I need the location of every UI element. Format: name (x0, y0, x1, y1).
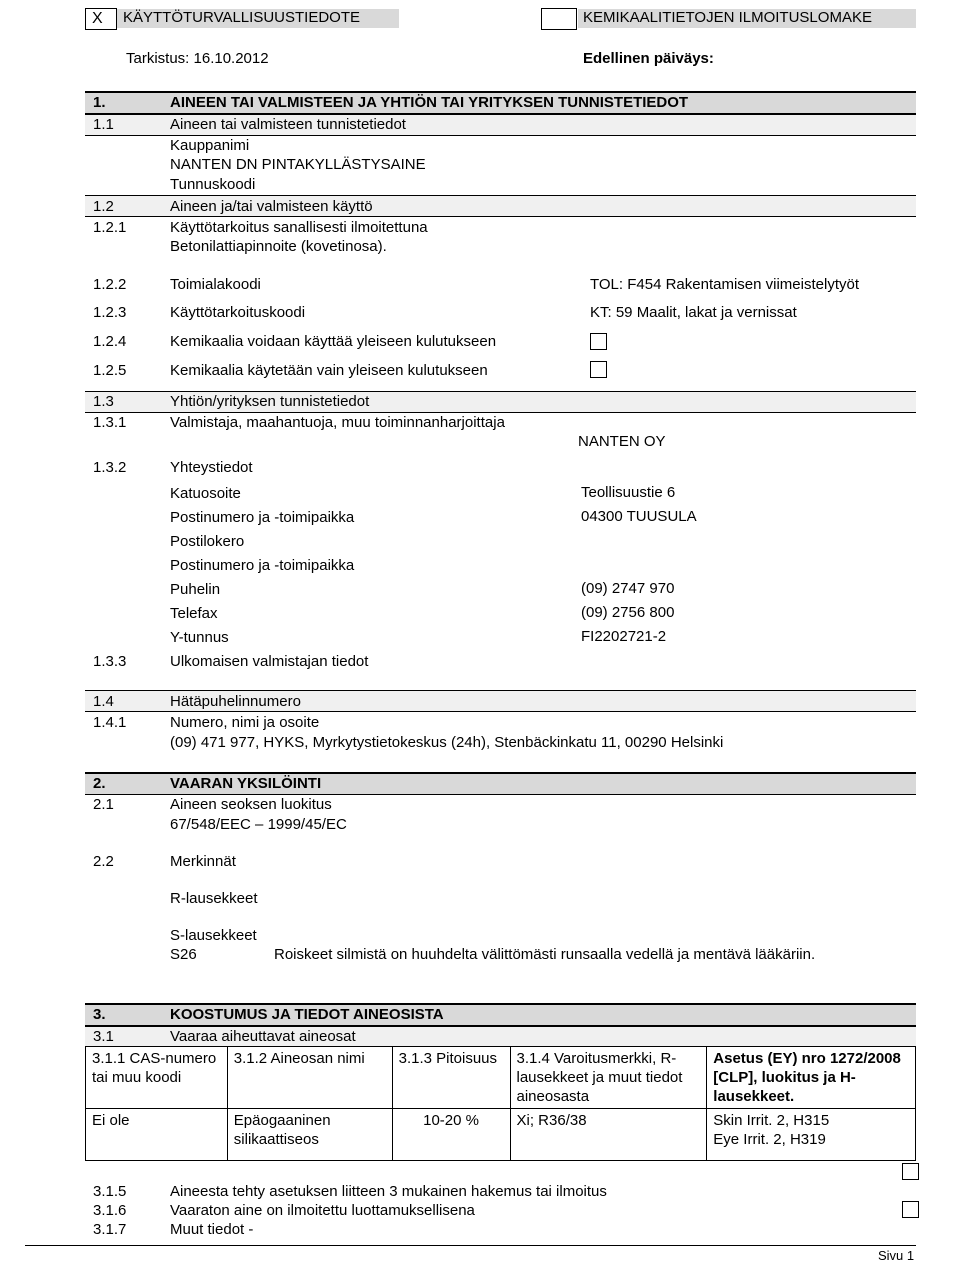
pobox-label: Postilokero (170, 533, 245, 550)
notification-title: KEMIKAALITIETOJEN ILMOITUSLOMAKE (583, 9, 872, 26)
fax-label: Telefax (170, 605, 218, 622)
manufacturer-label: Valmistaja, maahantuoja, muu toiminnanharjoittaja (170, 414, 505, 431)
consumer-use-allowed-checkbox[interactable] (590, 333, 607, 350)
sds-checkbox[interactable] (85, 8, 117, 30)
consumer-use-only-checkbox[interactable] (590, 361, 607, 378)
section-2-1-number: 2.1 (93, 796, 114, 813)
section-1-4-1-number: 1.4.1 (93, 714, 127, 731)
street-value: Teollisuustie 6 (581, 484, 676, 501)
confidential-label: Vaaraton aine on ilmoitettu luottamuksellisena (170, 1202, 475, 1219)
phone-value: (09) 2747 970 (581, 580, 675, 597)
revision-date: Tarkistus: 16.10.2012 (126, 50, 269, 67)
footer-divider (25, 1245, 916, 1246)
r-phrases-label: R-lausekkeet (170, 890, 258, 907)
s-phrase-code: S26 (170, 946, 197, 963)
consumer-use-only-label: Kemikaalia käytetään vain yleiseen kulutukseen (170, 362, 488, 379)
section-1-1-title: Aineen tai valmisteen tunnistetiedot (170, 116, 406, 133)
section-1-3-3-number: 1.3.3 (93, 653, 127, 670)
id-code-label: Tunnuskoodi (170, 176, 256, 193)
emergency-label: Numero, nimi ja osoite (170, 714, 320, 731)
previous-date-label: Edellinen päiväys: (583, 50, 714, 67)
section-1-number: 1. (93, 94, 106, 111)
table-header-cas: 3.1.1 CAS-numero tai muu koodi (86, 1047, 228, 1109)
section-1-2-5-number: 1.2.5 (93, 362, 127, 379)
page-number: Sivu 1 (878, 1248, 915, 1263)
annex3-application-checkbox[interactable] (902, 1163, 919, 1180)
table-row (86, 1109, 916, 1161)
table-header-name: 3.1.2 Aineosan nimi (227, 1047, 392, 1109)
emergency-value: (09) 471 977, HYKS, Myrkytystietokeskus (24h), Stenbäckinkatu 11, 00290 Helsinki (170, 734, 724, 751)
section-1-2-4-number: 1.2.4 (93, 333, 127, 350)
classification-value: 67/548/EEC – 1999/45/EC (170, 816, 347, 833)
postal-value: 04300 TUUSULA (581, 508, 697, 525)
fax-value: (09) 2756 800 (581, 604, 675, 621)
sds-check-mark: X (92, 10, 103, 27)
consumer-use-allowed-label: Kemikaalia voidaan käyttää yleiseen kulutukseen (170, 333, 497, 350)
section-2-title: VAARAN YKSILÖINTI (170, 775, 322, 792)
section-2-number: 2. (93, 775, 106, 792)
section-1-4-title: Hätäpuhelinnumero (170, 693, 301, 710)
section-3-1-7-number: 3.1.7 (93, 1221, 127, 1238)
section-3-1-title: Vaaraa aiheuttavat aineosat (170, 1028, 356, 1045)
section-3-number: 3. (93, 1006, 106, 1023)
section-3-1-5-number: 3.1.5 (93, 1183, 127, 1200)
section-3-title: KOOSTUMUS JA TIEDOT AINEOSISTA (170, 1006, 444, 1023)
annex3-application-label: Aineesta tehty asetuksen liitteen 3 mukainen hakemus tai ilmoitus (170, 1183, 607, 1200)
business-id-label: Y-tunnus (170, 629, 229, 646)
table-header-concentration: 3.1.3 Pitoisuus (392, 1047, 510, 1109)
trade-name-label: Kauppanimi (170, 137, 250, 154)
confidential-checkbox[interactable] (902, 1201, 919, 1218)
section-1-2-1-title: Käyttötarkoitus sanallisesti ilmoitettuna (170, 219, 428, 236)
trade-name: NANTEN DN PINTAKYLLÄSTYSAINE (170, 156, 426, 173)
cell-warning: Xi; R36/38 (510, 1109, 707, 1161)
section-1-3-1-number: 1.3.1 (93, 414, 127, 431)
section-1-2-number: 1.2 (93, 198, 114, 215)
cell-clp-line-1: Skin Irrit. 2, H315 (713, 1112, 830, 1129)
classification-label: Aineen seoksen luokitus (170, 796, 332, 813)
postal-label: Postinumero ja -toimipaikka (170, 509, 355, 526)
section-2-2-number: 2.2 (93, 853, 114, 870)
cell-clp-line-2: Eye Irrit. 2, H319 (713, 1131, 826, 1148)
cell-concentration: 10-20 % (392, 1109, 510, 1161)
table-header-warning: 3.1.4 Varoitusmerkki, R-lausekkeet ja muut tiedot aineosasta (510, 1047, 707, 1109)
cell-clp (707, 1109, 916, 1161)
use-code-label: Käyttötarkoituskoodi (170, 304, 306, 321)
industry-code-value: TOL: F454 Rakentamisen viimeistelytyöt (590, 276, 859, 293)
labelling-label: Merkinnät (170, 853, 236, 870)
phone-label: Puhelin (170, 581, 221, 598)
section-1-3-number: 1.3 (93, 393, 114, 410)
cell-cas: Ei ole (86, 1109, 228, 1161)
s-phrase-text: Roiskeet silmistä on huuhdelta välittömästi runsaalla vedellä ja mentävä lääkäriin. (274, 946, 816, 963)
section-1-2-2-number: 1.2.2 (93, 276, 127, 293)
s-phrases-label: S-lausekkeet (170, 927, 257, 944)
industry-code-label: Toimialakoodi (170, 276, 261, 293)
other-info-label: Muut tiedot - (170, 1221, 254, 1238)
section-1-4-number: 1.4 (93, 693, 114, 710)
section-1-1-number: 1.1 (93, 116, 114, 133)
section-1-3-title: Yhtiön/yrityksen tunnistetiedot (170, 393, 370, 410)
section-3-1-number: 3.1 (93, 1028, 114, 1045)
notification-checkbox[interactable] (541, 8, 577, 30)
section-1-2-title: Aineen ja/tai valmisteen käyttö (170, 198, 373, 215)
composition-table (85, 1046, 916, 1161)
section-3-1-6-number: 3.1.6 (93, 1202, 127, 1219)
manufacturer-value: NANTEN OY (578, 433, 666, 450)
postal2-label: Postinumero ja -toimipaikka (170, 557, 355, 574)
contact-info-label: Yhteystiedot (170, 459, 253, 476)
foreign-manufacturer-label: Ulkomaisen valmistajan tiedot (170, 653, 369, 670)
section-1-title: AINEEN TAI VALMISTEEN JA YHTIÖN TAI YRITYKSEN TUNNISTETIEDOT (170, 94, 689, 111)
sds-title: KÄYTTÖTURVALLISUUSTIEDOTE (123, 9, 360, 26)
cell-name: Epäogaaninen silikaattiseos (227, 1109, 392, 1161)
table-header-clp: Asetus (EY) nro 1272/2008 [CLP], luokitus ja H-lausekkeet. (707, 1047, 916, 1109)
street-label: Katuosoite (170, 485, 241, 502)
use-code-value: KT: 59 Maalit, lakat ja vernissat (590, 304, 797, 321)
section-1-2-3-number: 1.2.3 (93, 304, 127, 321)
section-1-2-1-number: 1.2.1 (93, 219, 127, 236)
section-1-3-2-number: 1.3.2 (93, 459, 127, 476)
section-1-2-1-value: Betonilattiapinnoite (kovetinosa). (170, 238, 387, 255)
business-id-value: FI2202721-2 (581, 628, 667, 645)
table-header-row (86, 1047, 916, 1109)
